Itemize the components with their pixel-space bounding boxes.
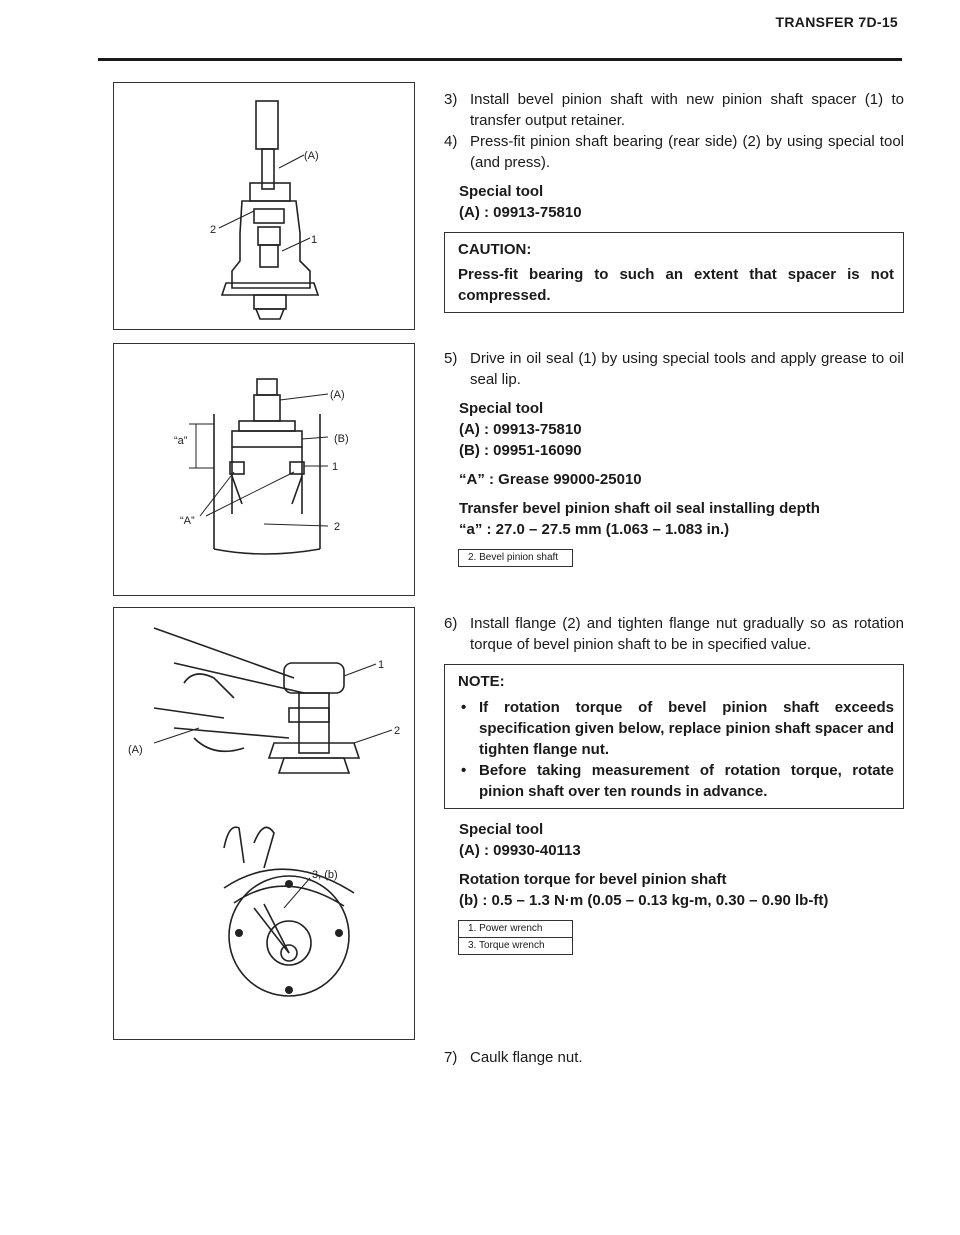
grease-spec: “A” : Grease 99000-25010 [459,471,642,488]
figure-press-fit-bearing [113,82,415,330]
step-6-text: Install flange (2) and tighten flange nut gradually so as rotation torque of bevel pinion shaft to be in specified value. [470,615,904,653]
note-item: • Before taking measurement of rotation torque, rotate pinion shaft over ten rounds in advance. [461,762,894,800]
fig1-label-a: (A) [304,150,319,162]
caution-text: Press-fit bearing to such an extent that spacer is not compressed. [458,266,894,304]
figure-oil-seal [113,343,415,596]
special-tool-block-1 [444,181,904,223]
special-tool-title: Special tool [459,821,544,838]
fig2-label-1: 1 [332,461,339,473]
section-bevel-pinion-install [444,89,904,313]
legend-item: 1. Power wrench [459,921,573,938]
step-4 [444,131,904,173]
step-6 [444,613,904,655]
header-divider [98,58,902,61]
caution-title: CAUTION: [458,241,532,258]
special-tool-a: (A) : 09930-40113 [459,842,581,859]
section-flange-torque [444,613,904,955]
step-3-text: Install bevel pinion shaft with new pinion shaft spacer (1) to transfer output retainer. [470,91,904,129]
fig3-label-a: (A) [128,744,143,756]
fig3-label-1: 1 [378,659,385,671]
step-7 [444,1047,904,1068]
page-header-title: TRANSFER 7D-15 [775,14,898,30]
special-tool-block-3 [444,819,904,911]
legend-item: 3. Torque wrench [459,938,573,955]
figure-flange-torque [113,607,415,1040]
fig2-label-a: (A) [330,389,345,401]
fig2-label-2: 2 [334,521,341,533]
legend-item: 2. Bevel pinion shaft [459,550,573,567]
special-tool-title: Special tool [459,183,544,200]
press-fit-illustration [114,83,414,329]
depth-value: “a” : 27.0 – 27.5 mm (1.063 – 1.083 in.) [459,521,730,538]
step-5 [444,348,904,390]
note-item: • If rotation torque of bevel pinion shaft exceeds specification given below, replace pinion shaft spacer and tighten flange nut. [461,699,894,758]
step-5-number: 5) [444,350,458,367]
step-7-text: Caulk flange nut. [470,1049,583,1066]
legend-table-2 [458,549,573,567]
caution-box [444,232,904,313]
note-title: NOTE: [458,673,505,690]
depth-title: Transfer bevel pinion shaft oil seal installing depth [459,500,820,517]
fig3-label-2: 2 [394,725,401,737]
note-box [444,664,904,809]
fig1-label-1: 1 [311,234,318,246]
oil-seal-illustration [114,344,414,595]
special-tool-block-2 [444,398,904,540]
fig3-label-3b: 3, (b) [312,869,338,881]
step-7-number: 7) [444,1049,458,1066]
torque-title: Rotation torque for bevel pinion shaft [459,871,727,888]
step-4-text: Press-fit pinion shaft bearing (rear side) (2) by using special tool (and press). [470,133,904,171]
section-caulk [444,1047,904,1068]
step-3-number: 3) [444,91,458,108]
special-tool-a: (A) : 09913-75810 [459,204,582,221]
fig1-label-2: 2 [210,224,217,236]
torque-value: (b) : 0.5 – 1.3 N·m (0.05 – 0.13 kg-m, 0.30 – 0.90 lb-ft) [459,892,829,909]
fig2-label-b: (B) [334,433,349,445]
step-6-number: 6) [444,615,458,632]
step-3 [444,89,904,131]
fig2-label-a-grease: “A” [180,515,195,527]
fig2-label-a-depth: “a” [174,435,188,447]
section-oil-seal [444,348,904,567]
step-5-text: Drive in oil seal (1) by using special tools and apply grease to oil seal lip. [470,350,904,388]
flange-torque-illustration [114,608,414,1039]
special-tool-a: (A) : 09913-75810 [459,421,582,438]
legend-table-3 [458,920,573,955]
special-tool-b: (B) : 09951-16090 [459,442,582,459]
special-tool-title: Special tool [459,400,544,417]
step-4-number: 4) [444,133,458,150]
